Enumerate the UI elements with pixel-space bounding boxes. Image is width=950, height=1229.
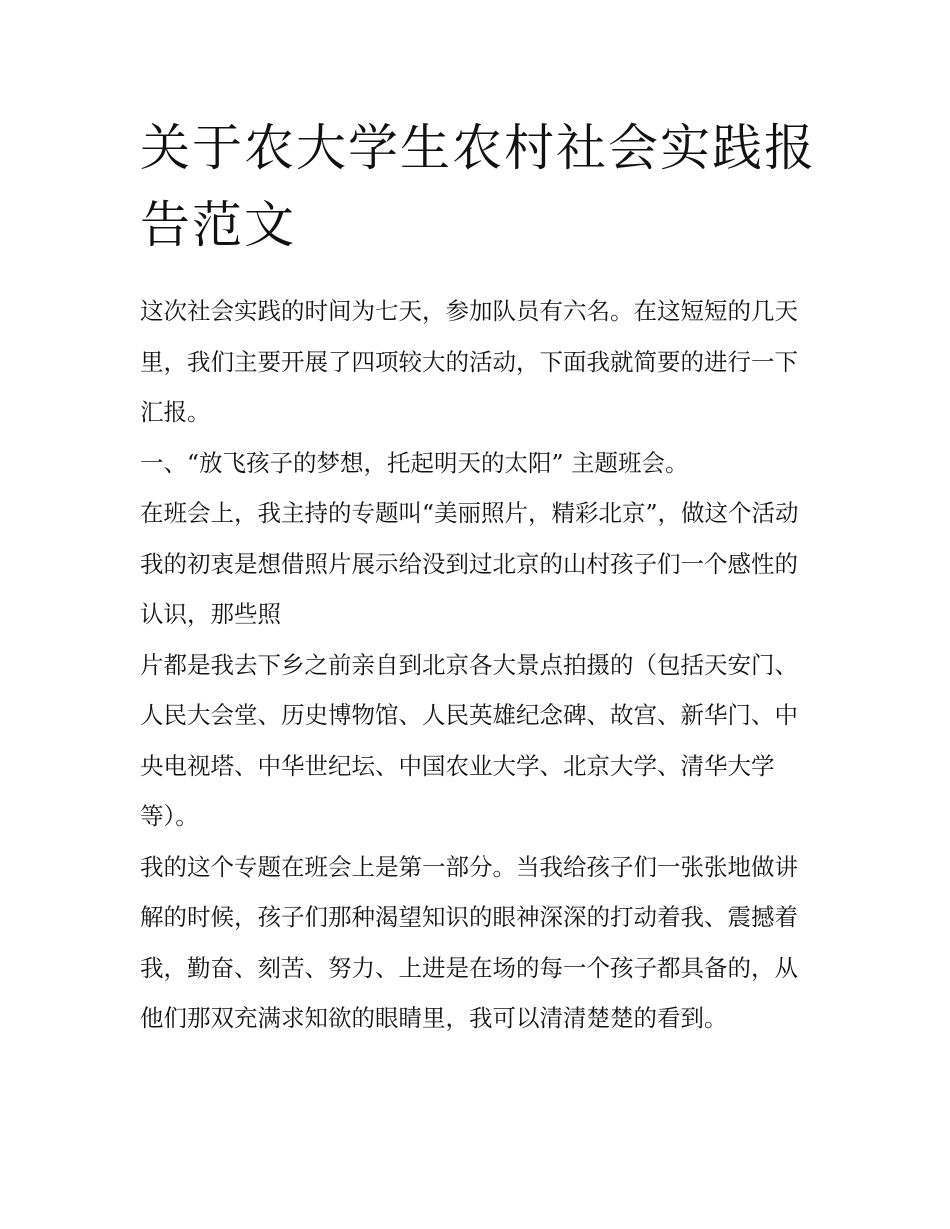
document-title: 关于农大学生农村社会实践报告范文 — [140, 119, 816, 254]
document-body — [140, 286, 820, 1044]
paragraph-section-heading: 一、“放飞孩子的梦想，托起明天的太阳” 主题班会。 — [140, 448, 689, 477]
paragraph-intro: 这次社会实践的时间为七天，参加队员有六名。在这短短的几天里，我们主要开展了四项较大的活动，下面我就简要的进行一下汇报。 — [140, 297, 798, 426]
paragraph-photo-locations: 片都是我去下乡之前亲自到北京各大景点拍摄的（包括天安门、人民大会堂、历史博物馆、人民英雄纪念碑、故宫、新华门、中央电视塔、中华世纪坛、中国农业大学、北京大学、清华大学等）。 — [140, 650, 798, 830]
paragraph-class-meeting: 在班会上，我主持的专题叫“美丽照片，精彩北京”，做这个活动我的初衷是想借照片展示给没到过北京的山村孩子们一个感性的认识，那些照 — [140, 499, 799, 628]
paragraph-children-eyes: 我的这个专题在班会上是第一部分。当我给孩子们一张张地做讲解的时候，孩子们那种渴望知识的眼神深深的打动着我、震撼着我，勤奋、刻苦、努力、上进是在场的每一个孩子都具备的，从他们那双充满求知欲的眼睛里，我可以清清楚楚的看到。 — [140, 852, 798, 1032]
document-content — [140, 110, 820, 1044]
